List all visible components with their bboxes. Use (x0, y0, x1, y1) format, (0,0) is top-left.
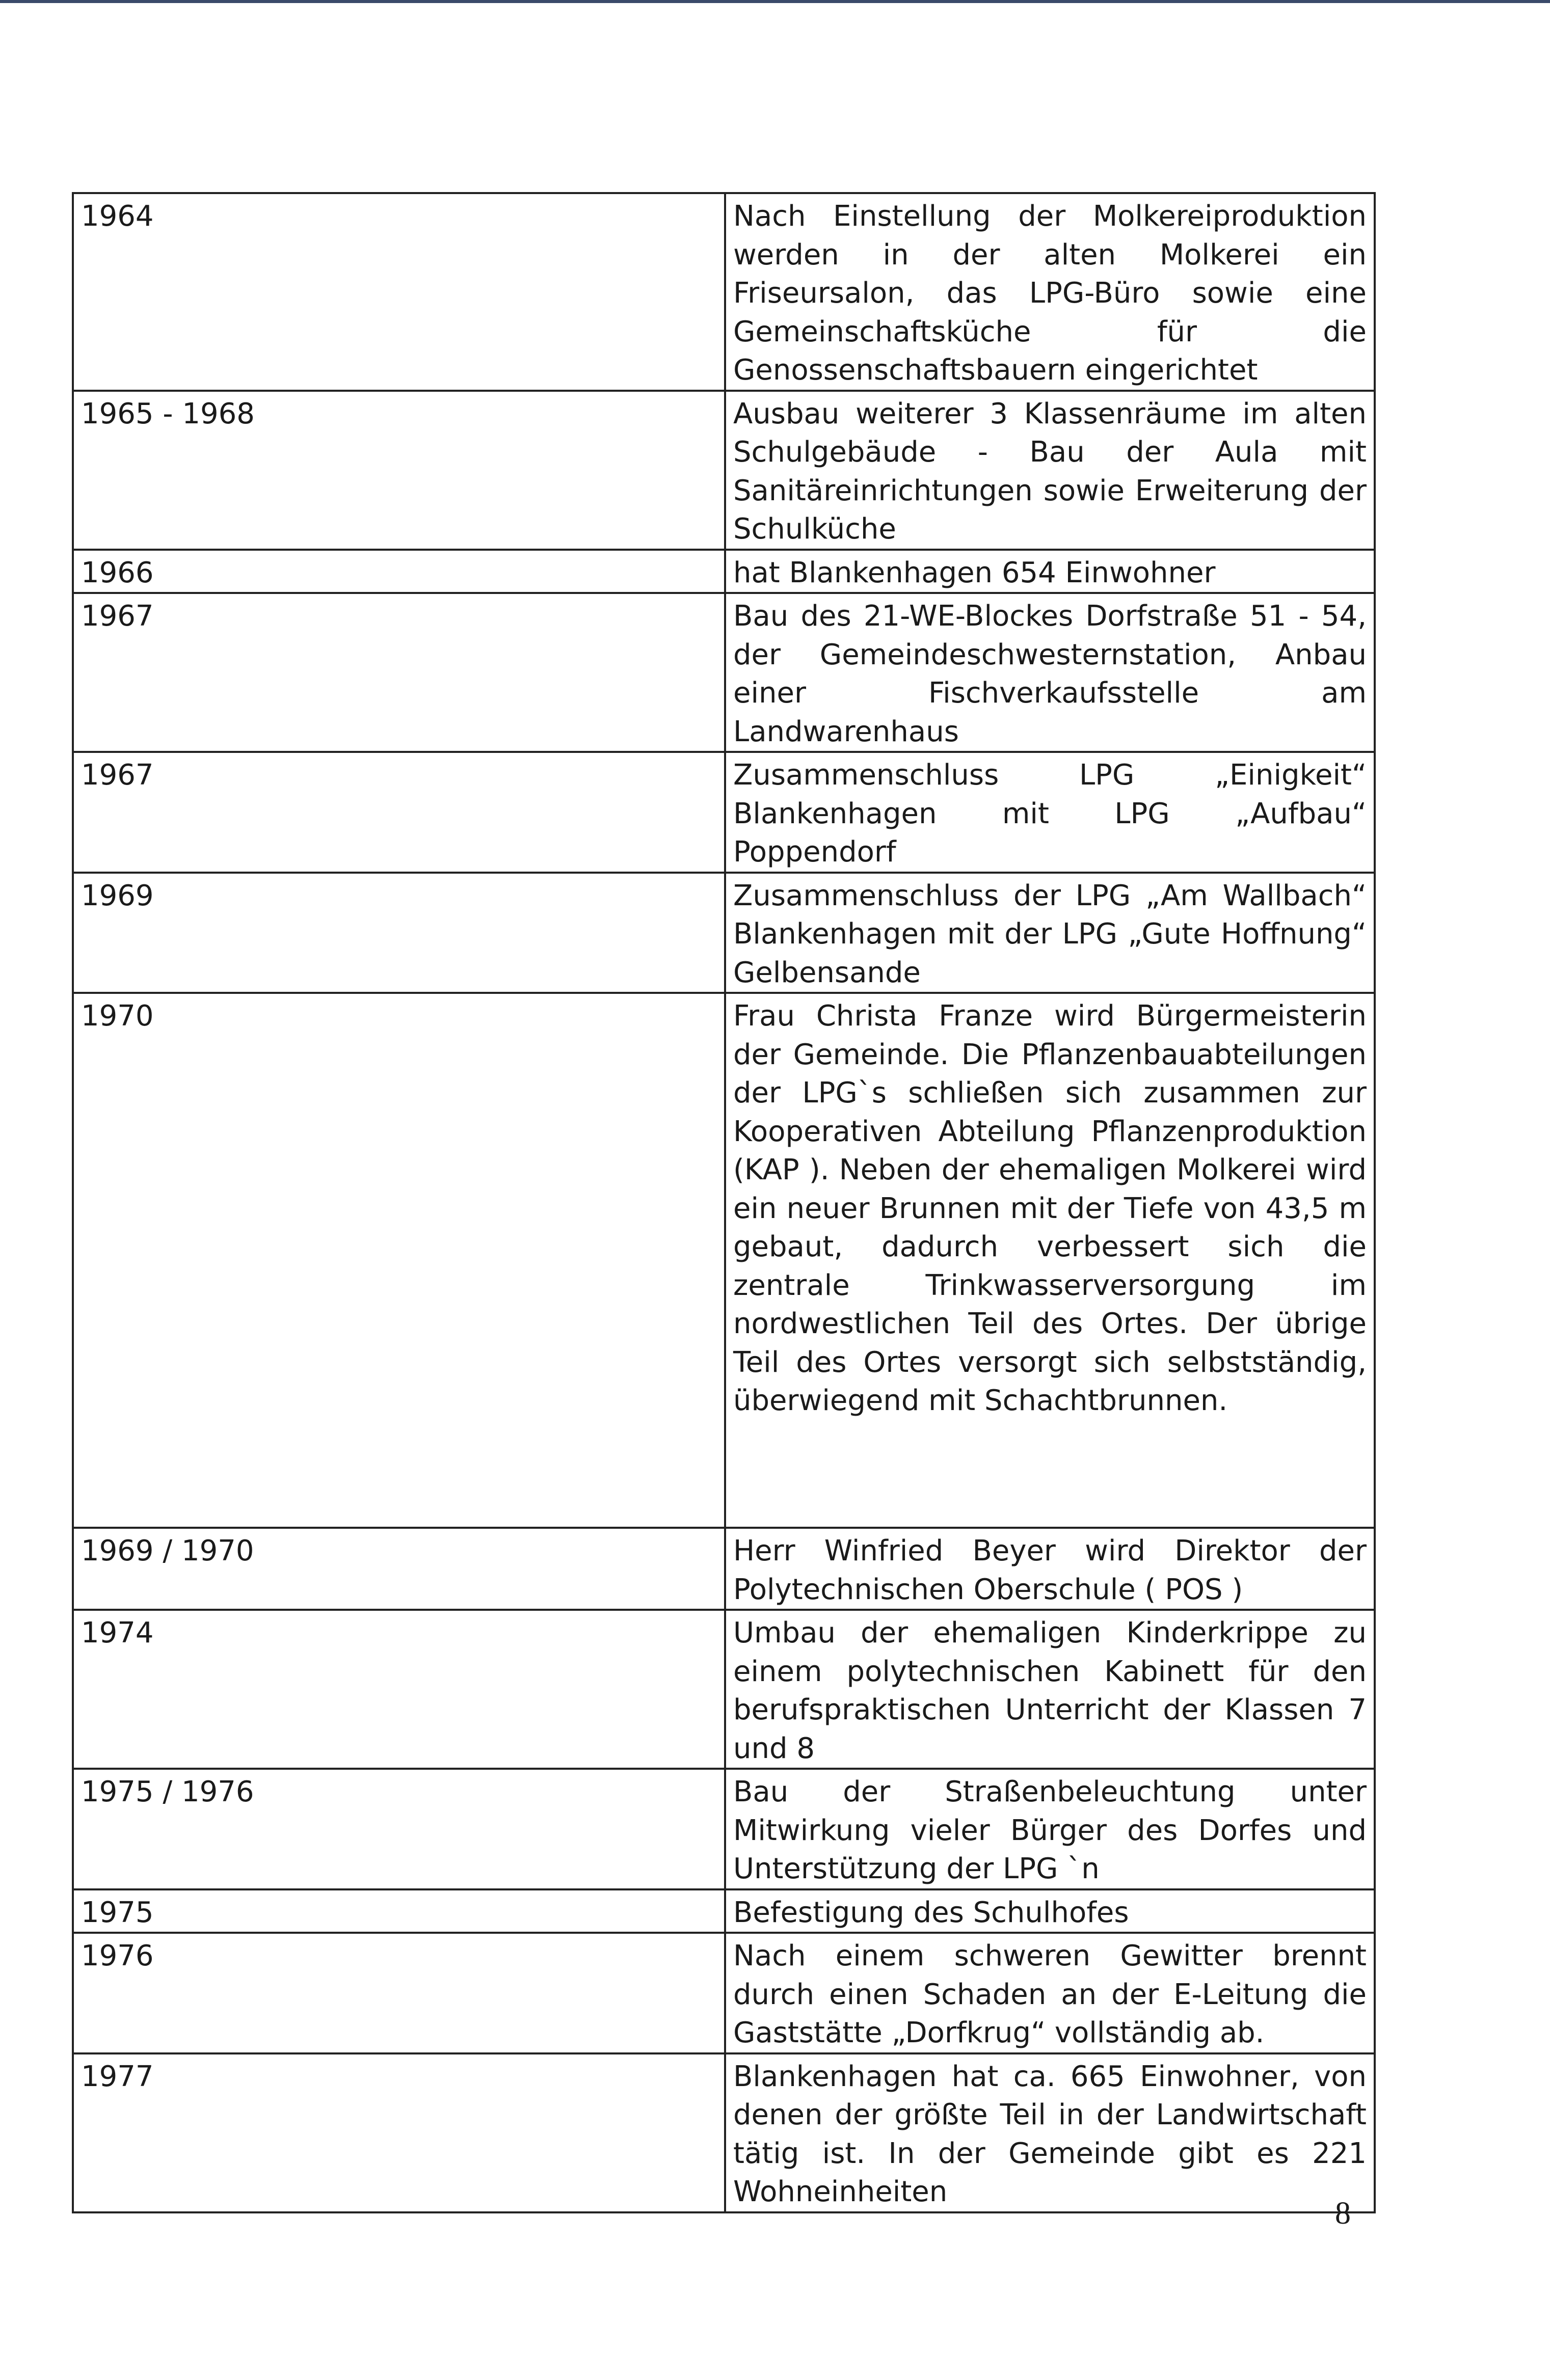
event-cell: Zusammenschluss der LPG „Am Wallbach“ Blankenhagen mit der LPG „Gute Hoffnung“ Gelbensande (725, 873, 1375, 993)
table-row (73, 593, 1375, 752)
year-cell: 1975 (73, 1889, 725, 1933)
event-cell: Bau der Straßenbeleuchtung unter Mitwirkung vieler Bürger des Dorfes und Unterstützung der LPG `n (725, 1769, 1375, 1889)
event-cell: Frau Christa Franze wird Bürgermeisterin der Gemeinde. Die Pflanzenbauabteilungen der LPG`s schließen sich zusammen zur Kooperativen Abteilung Pflanzenproduktion (KAP ). Neben der ehemaligen Molkerei wird ein neuer Brunnen mit der Tiefe von 43,5 m gebaut, dadurch verbessert sich die zentrale Trinkwasserversorgung im nordwestlichen Teil des Ortes. Der übrige Teil des Ortes versorgt sich selbstständig, überwiegend mit Schachtbrunnen. (725, 993, 1375, 1528)
event-cell: Nach einem schweren Gewitter brennt durch einen Schaden an der E-Leitung die Gaststätte „Dorfkrug“ vollständig ab. (725, 1933, 1375, 2053)
event-cell: hat Blankenhagen 654 Einwohner (725, 550, 1375, 593)
year-cell: 1976 (73, 1933, 725, 2053)
year-cell: 1977 (73, 2053, 725, 2212)
year-cell: 1966 (73, 550, 725, 593)
table-row (73, 1769, 1375, 1889)
event-cell: Bau des 21-WE-Blockes Dorfstraße 51 - 54, der Gemeindeschwesternstation, Anbau einer Fischverkaufsstelle am Landwarenhaus (725, 593, 1375, 752)
year-cell: 1965 - 1968 (73, 391, 725, 550)
table-row (73, 1610, 1375, 1769)
year-cell: 1967 (73, 752, 725, 873)
table-row (73, 1528, 1375, 1610)
page-number: 8 (1335, 2196, 1351, 2231)
year-cell: 1975 / 1976 (73, 1769, 725, 1889)
event-cell: Zusammenschluss LPG „Einigkeit“ Blankenhagen mit LPG „Aufbau“ Poppendorf (725, 752, 1375, 873)
year-cell: 1970 (73, 993, 725, 1528)
table-row (73, 1889, 1375, 1933)
scan-top-edge (0, 0, 1550, 3)
table-row (73, 193, 1375, 391)
year-cell: 1969 / 1970 (73, 1528, 725, 1610)
table-row (73, 2053, 1375, 2212)
event-cell: Ausbau weiterer 3 Klassenräume im alten Schulgebäude - Bau der Aula mit Sanitäreinrichtungen sowie Erweiterung der Schulküche (725, 391, 1375, 550)
event-cell: Blankenhagen hat ca. 665 Einwohner, von denen der größte Teil in der Landwirtschaft tätig ist. In der Gemeinde gibt es 221 Wohneinheiten (725, 2053, 1375, 2212)
table-row (73, 993, 1375, 1528)
chronicle-table (72, 192, 1376, 2213)
event-cell: Herr Winfried Beyer wird Direktor der Polytechnischen Oberschule ( POS ) (725, 1528, 1375, 1610)
table-row (73, 391, 1375, 550)
table-row (73, 550, 1375, 593)
table-row (73, 752, 1375, 873)
event-cell: Befestigung des Schulhofes (725, 1889, 1375, 1933)
table-row (73, 873, 1375, 993)
year-cell: 1964 (73, 193, 725, 391)
table-row (73, 1933, 1375, 2053)
event-cell: Nach Einstellung der Molkereiproduktion werden in der alten Molkerei ein Friseursalon, das LPG-Büro sowie eine Gemeinschaftsküche für die Genossenschaftsbauern eingerichtet (725, 193, 1375, 391)
event-cell: Umbau der ehemaligen Kinderkrippe zu einem polytechnischen Kabinett für den berufspraktischen Unterricht der Klassen 7 und 8 (725, 1610, 1375, 1769)
year-cell: 1969 (73, 873, 725, 993)
year-cell: 1967 (73, 593, 725, 752)
year-cell: 1974 (73, 1610, 725, 1769)
